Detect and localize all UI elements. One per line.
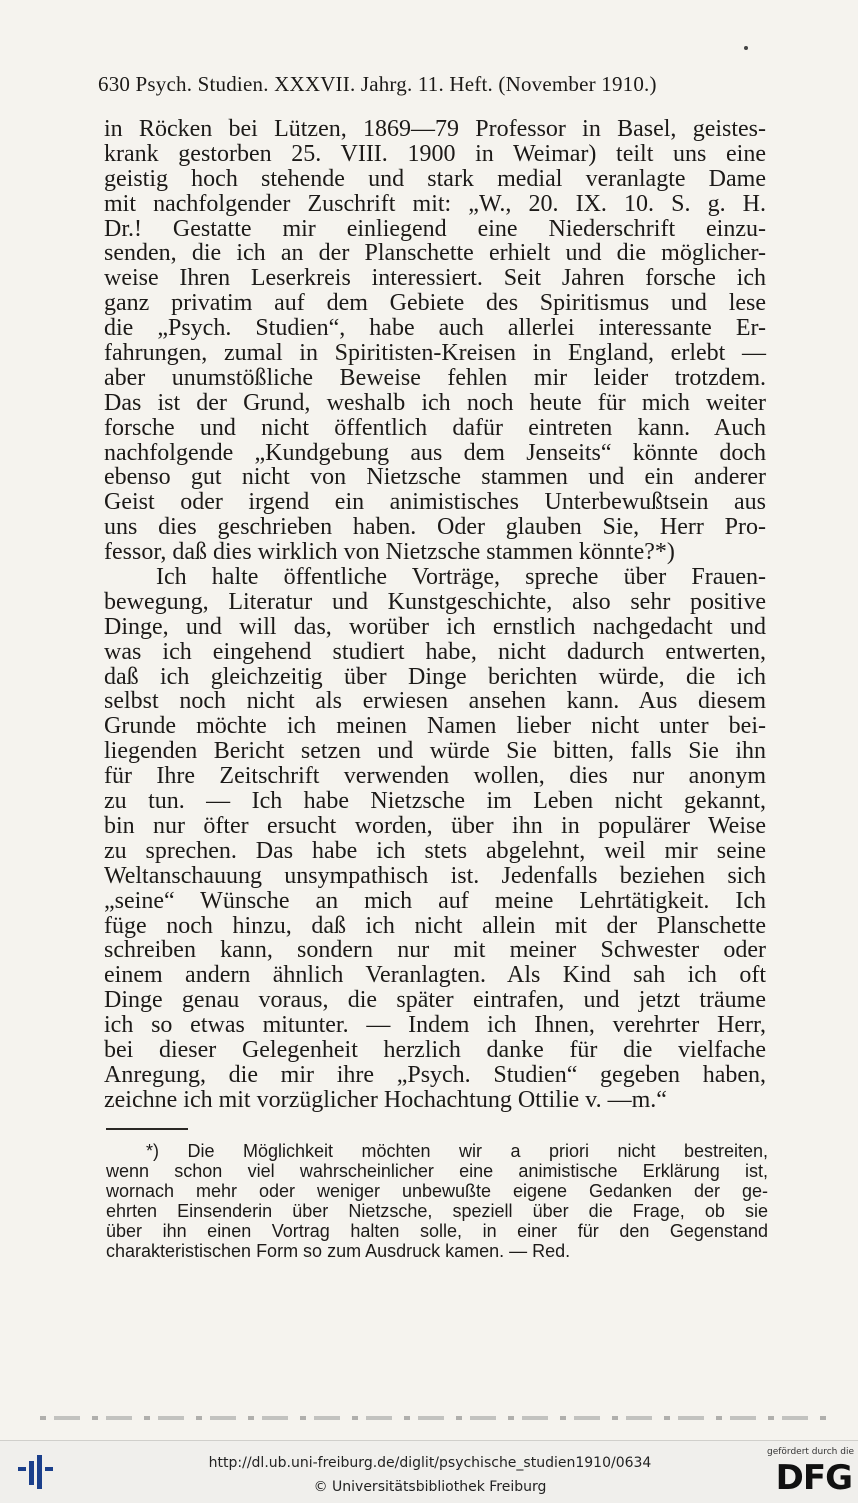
- text-line: Anregung, die mir ihre „Psych. Studien“ gegeben haben,: [104, 1061, 766, 1088]
- footnote-line: wenn schon viel wahrscheinlicher eine animistische Erklärung ist,: [106, 1161, 768, 1181]
- scan-edge-artifact: [40, 1416, 830, 1420]
- text-line: Geist oder irgend ein animistisches Unterbewußtsein aus: [104, 489, 766, 516]
- text-line: „seine“ Wünsche an mich auf meine Lehrtätigkeit. Ich: [104, 887, 766, 914]
- text-line: liegenden Bericht setzen und würde Sie bitten, falls Sie ihn: [104, 738, 766, 765]
- text-line: weise Ihren Leserkreis interessiert. Seit Jahren forsche ich: [104, 265, 766, 292]
- footnote-rule: [106, 1128, 188, 1130]
- footnote-line: *) Die Möglichkeit möchten wir a priori nicht bestreiten,: [146, 1141, 768, 1161]
- text-line: daß ich gleichzeitig über Dinge berichten würde, die ich: [104, 663, 766, 690]
- text-line: Dr.! Gestatte mir einliegend eine Niederschrift einzu-: [104, 215, 766, 242]
- text-line: Weltanschauung unsympathisch ist. Jedenfalls beziehen sich: [104, 862, 766, 889]
- text-line: bei dieser Gelegenheit herzlich danke für die vielfache: [104, 1036, 766, 1063]
- text-line: bin nur öfter ersucht worden, über ihn in populärer Weise: [104, 812, 766, 839]
- text-line: krank gestorben 25. VIII. 1900 in Weimar) teilt uns eine: [104, 140, 766, 167]
- text-line: was ich eingehend studiert habe, nicht dadurch entwerten,: [104, 638, 766, 665]
- text-line: nachfolgende „Kundgebung aus dem Jenseits“ könnte doch: [104, 439, 766, 466]
- text-line: mit nachfolgender Zuschrift mit: „W., 20. IX. 10. S. g. H.: [104, 190, 766, 217]
- text-line: die „Psych. Studien“, habe auch allerlei interessante Er-: [104, 315, 766, 342]
- text-line: fahrungen, zumal in Spiritisten-Kreisen in England, erlebt —: [104, 340, 766, 367]
- copyright-text: © Universitätsbibliothek Freiburg: [313, 1479, 547, 1495]
- footnote-line: ehrten Einsenderin über Nietzsche, speziell über die Frage, ob sie: [106, 1201, 768, 1221]
- footnote-line: charakteristischen Form so zum Ausdruck kamen. — Red.: [106, 1241, 571, 1261]
- text-line: selbst noch nicht als erwiesen ansehen kann. Aus diesem: [104, 688, 766, 715]
- viewer-footer: [0, 1440, 858, 1503]
- text-line: senden, die ich an der Planschette erhielt und die möglicher-: [104, 240, 766, 267]
- text-line: ganz privatim auf dem Gebiete des Spiritismus und lese: [104, 290, 766, 317]
- text-line: für Ihre Zeitschrift verwenden wollen, dies nur anonym: [104, 763, 766, 790]
- text-line: einem andern ähnlich Veranlagten. Als Kind sah ich oft: [104, 962, 766, 989]
- footnote: [106, 1141, 768, 1261]
- footnote-line: wornach mehr oder weniger unbewußte eigene Gedanken der ge-: [106, 1181, 768, 1201]
- page-header: 630 Psych. Studien. XXXVII. Jahrg. 11. Heft. (November 1910.): [98, 72, 657, 96]
- text-line: Ich halte öffentliche Vorträge, spreche über Frauen-: [156, 564, 766, 591]
- text-line: ich so etwas mitunter. — Indem ich Ihnen, verehrter Herr,: [104, 1012, 766, 1039]
- text-line: ebenso gut nicht von Nietzsche stammen und ein anderer: [104, 464, 766, 491]
- footnote-line: über ihn einen Vortrag halten solle, in einer für den Gegenstand: [106, 1221, 768, 1241]
- text-line: aber unumstößliche Beweise fehlen mir leider trotzdem.: [104, 364, 766, 391]
- text-line: zu sprechen. Das habe ich stets abgelehnt, weil mir seine: [104, 837, 766, 864]
- text-line: in Röcken bei Lützen, 1869—79 Professor in Basel, geistes-: [104, 116, 766, 142]
- dfg-logo: DFG: [775, 1458, 852, 1498]
- text-line: schreiben kann, sondern nur mit meiner Schwester oder: [104, 937, 766, 964]
- text-line: zu tun. — Ich habe Nietzsche im Leben nicht gekannt,: [104, 788, 766, 815]
- text-line: füge noch hinzu, daß ich nicht allein mit der Planschette: [104, 912, 766, 939]
- text-line: Dinge genau voraus, die später eintrafen, und jetzt träume: [104, 987, 766, 1014]
- text-line: Dinge, und will das, worüber ich ernstlich nachgedacht und: [104, 613, 766, 640]
- ub-freiburg-logo-icon: [14, 1453, 54, 1493]
- text-line: Das ist der Grund, weshalb ich noch heute für mich weiter: [104, 389, 766, 416]
- text-line: geistig hoch stehende und stark medial veranlagte Dame: [104, 165, 766, 192]
- text-line: fessor, daß dies wirklich von Nietzsche stammen könnte?*): [104, 539, 675, 566]
- text-line: uns dies geschrieben haben. Oder glauben Sie, Herr Pro-: [104, 514, 766, 541]
- scan-speck: [744, 46, 748, 50]
- text-line: zeichne ich mit vorzüglicher Hochachtung Ottilie v. —m.“: [104, 1086, 667, 1113]
- dfg-funding-note: gefördert durch die: [767, 1447, 854, 1457]
- text-line: bewegung, Literatur und Kunstgeschichte, also sehr positive: [104, 588, 766, 615]
- text-line: forsche und nicht öffentlich dafür eintreten kann. Auch: [104, 414, 766, 441]
- text-line: Grunde möchte ich meinen Namen lieber nicht unter bei-: [104, 713, 766, 740]
- body-text: [104, 117, 766, 1113]
- source-url-link[interactable]: http://dl.ub.uni-freiburg.de/diglit/psychische_studien1910/0634: [208, 1455, 652, 1471]
